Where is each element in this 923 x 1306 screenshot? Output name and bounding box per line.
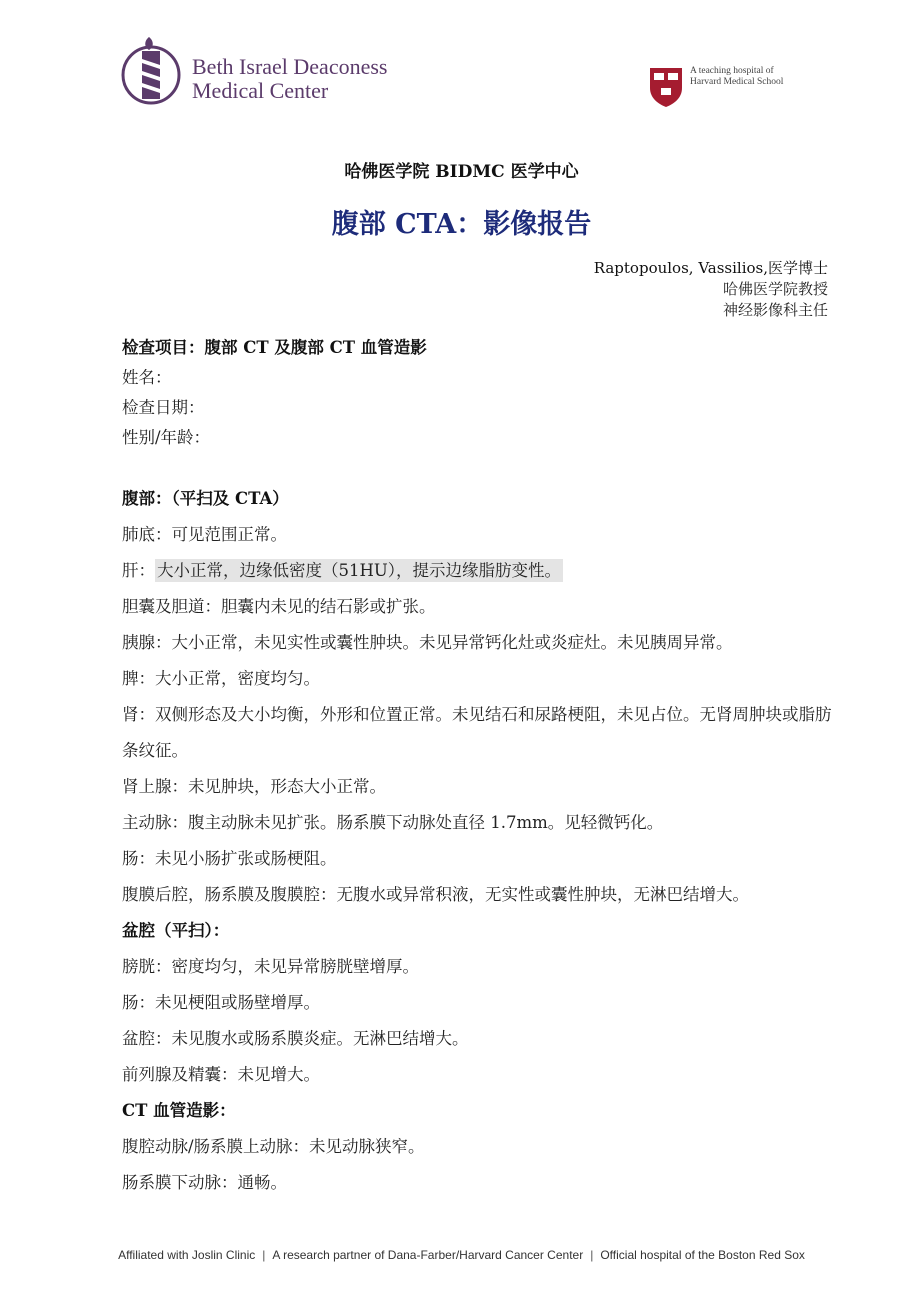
finding-bladder: 膀胱：密度均匀，未见异常膀胱壁增厚。 [122, 957, 419, 976]
finding-prostate: 前列腺及精囊：未见增大。 [122, 1065, 320, 1084]
harvard-wordmark [690, 66, 783, 88]
footer-separator: | [262, 1248, 266, 1262]
pelvis-heading: 盆腔（平扫）： [122, 921, 230, 940]
bidmc-wordmark-line2: Medical Center [192, 78, 329, 103]
sex-age-label: 性别/年龄： [122, 428, 211, 447]
harvard-wordmark-line2: Harvard Medical School [690, 77, 784, 87]
harvard-shield-icon [648, 66, 684, 108]
finding-adrenal: 肾上腺：未见肿块，形态大小正常。 [122, 777, 386, 796]
harvard-wordmark-line1: A teaching hospital of [690, 66, 774, 76]
author-role-professor: 哈佛医学院教授 [722, 280, 828, 298]
bidmc-logo [120, 35, 420, 110]
patient-name-label: 姓名： [122, 368, 172, 387]
bidmc-wordmark-line1: Beth Israel Deaconess [192, 54, 388, 79]
abdomen-heading: 腹部：（平扫及 CTA） [122, 489, 289, 508]
footer-red-sox: Official hospital of the Boston Red Sox [600, 1248, 805, 1262]
liver-label: 肝： [122, 561, 155, 580]
finding-ima: 肠系膜下动脉：通畅。 [122, 1173, 287, 1192]
exam-date-label: 检查日期： [122, 398, 205, 417]
finding-liver [122, 553, 842, 589]
finding-lung-base: 肺底：可见范围正常。 [122, 525, 287, 544]
harvard-logo [648, 66, 798, 108]
footer [0, 1248, 923, 1262]
bidmc-emblem-icon [120, 35, 184, 110]
finding-aorta: 主动脉：腹主动脉未见扩张。肠系膜下动脉处直径 1.7mm。见轻微钙化。 [122, 813, 664, 832]
footer-joslin: Affiliated with Joslin Clinic [118, 1248, 256, 1262]
finding-pancreas: 胰腺：大小正常，未见实性或囊性肿块。未见异常钙化灶或炎症灶。未见胰周异常。 [122, 633, 733, 652]
liver-text-highlighted: 大小正常，边缘低密度（51HU），提示边缘脂肪变性。 [157, 561, 562, 580]
report-body [122, 333, 842, 1201]
finding-kidney: 肾：双侧形态及大小均衡，外形和位置正常。未见结石和尿路梗阻，未见占位。无肾周肿块或脂肪条纹征。 [122, 705, 832, 760]
bidmc-wordmark [192, 55, 387, 103]
finding-pelvic-bowel: 肠：未见梗阻或肠壁增厚。 [122, 993, 320, 1012]
footer-separator: | [590, 1248, 594, 1262]
author-block [594, 258, 828, 321]
report-title: 腹部 CTA：影像报告 [331, 209, 592, 240]
exam-item: 检查项目：腹部 CT 及腹部 CT 血管造影 [122, 338, 427, 357]
author-role-director: 神经影像科主任 [722, 301, 828, 319]
author-name: Raptopoulos, Vassilios,医学博士 [593, 259, 828, 277]
finding-retroperitoneum: 腹膜后腔，肠系膜及腹膜腔：无腹水或异常积液，无实性或囊性肿块，无淋巴结增大。 [122, 885, 749, 904]
finding-gallbladder: 胆囊及胆道：胆囊内未见的结石影或扩张。 [122, 597, 436, 616]
finding-celiac-sma: 腹腔动脉/肠系膜上动脉：未见动脉狭窄。 [122, 1137, 425, 1156]
finding-pelvic-cavity: 盆腔：未见腹水或肠系膜炎症。无淋巴结增大。 [122, 1029, 469, 1048]
report-subtitle: 哈佛医学院 BIDMC 医学中心 [344, 162, 579, 182]
finding-bowel: 肠：未见小肠扩张或肠梗阻。 [122, 849, 337, 868]
cta-heading: CT 血管造影： [122, 1101, 236, 1120]
finding-spleen: 脾：大小正常，密度均匀。 [122, 669, 320, 688]
footer-dana-farber: A research partner of Dana-Farber/Harvard Cancer Center [272, 1248, 584, 1262]
